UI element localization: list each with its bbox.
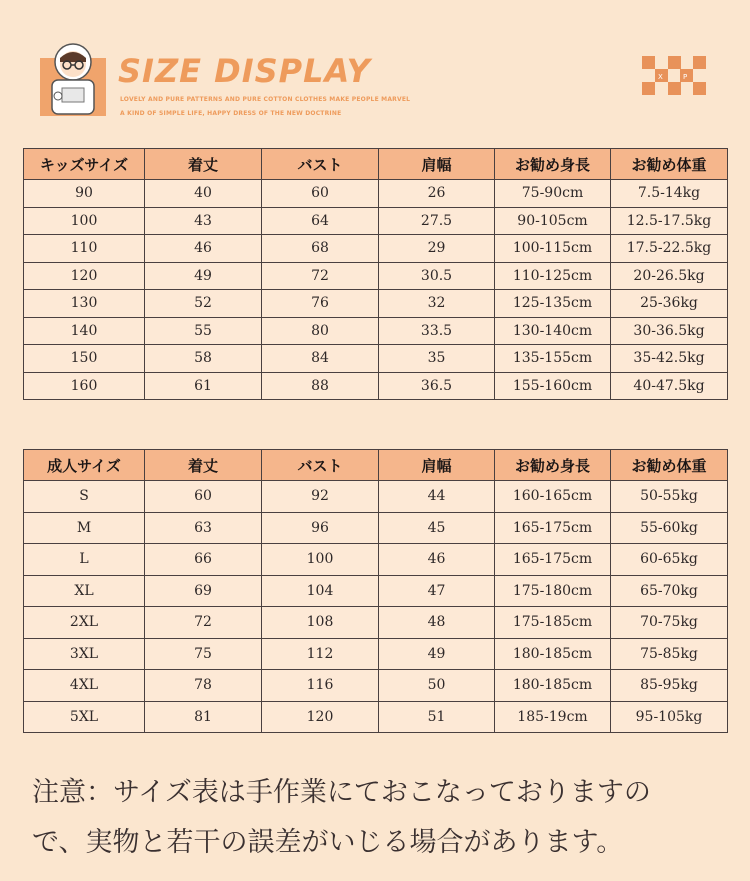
column-header: お勧め体重 — [611, 450, 728, 481]
table-cell: 60 — [262, 180, 379, 208]
table-cell: 52 — [145, 290, 262, 318]
table-cell: 95-105kg — [611, 701, 728, 733]
table-cell: 110-125cm — [495, 262, 611, 290]
table-cell: 155-160cm — [495, 372, 611, 400]
table-cell: S — [24, 481, 145, 513]
table-row — [24, 290, 728, 318]
adult-table-body — [24, 481, 728, 733]
table-cell: 55 — [145, 317, 262, 345]
table-cell: 160-165cm — [495, 481, 611, 513]
table-cell: XL — [24, 575, 145, 607]
table-cell: 45 — [379, 512, 495, 544]
column-header: お勧め体重 — [611, 149, 728, 180]
table-cell: 46 — [145, 235, 262, 263]
table-cell: 90 — [24, 180, 145, 208]
table-cell: 7.5-14kg — [611, 180, 728, 208]
table-cell: 30-36.5kg — [611, 317, 728, 345]
table-row — [24, 607, 728, 639]
table-cell: 120 — [24, 262, 145, 290]
table-cell: 35-42.5kg — [611, 345, 728, 373]
table-cell: 50 — [379, 670, 495, 702]
table-cell: 30.5 — [379, 262, 495, 290]
table-cell: 20-26.5kg — [611, 262, 728, 290]
table-cell: 75-85kg — [611, 638, 728, 670]
table-cell: 100 — [262, 544, 379, 576]
table-cell: 51 — [379, 701, 495, 733]
table-cell: 60-65kg — [611, 544, 728, 576]
table-cell: 125-135cm — [495, 290, 611, 318]
table-cell: 150 — [24, 345, 145, 373]
table-cell: L — [24, 544, 145, 576]
table-cell: 66 — [145, 544, 262, 576]
table-cell: M — [24, 512, 145, 544]
kids-table-body — [24, 180, 728, 400]
kids-header-row — [24, 149, 728, 180]
table-cell: 108 — [262, 607, 379, 639]
checker-logo-icon — [642, 56, 706, 96]
table-cell: 92 — [262, 481, 379, 513]
table-cell: 2XL — [24, 607, 145, 639]
column-header: 着丈 — [145, 149, 262, 180]
table-cell: 17.5-22.5kg — [611, 235, 728, 263]
table-row — [24, 262, 728, 290]
table-cell: 78 — [145, 670, 262, 702]
table-row — [24, 207, 728, 235]
column-header: 肩幅 — [379, 450, 495, 481]
table-cell: 81 — [145, 701, 262, 733]
table-cell: 60 — [145, 481, 262, 513]
note-line-2: で、実物と若干の誤差がいじる場合があります。 — [32, 827, 624, 858]
table-row — [24, 670, 728, 702]
table-row — [24, 544, 728, 576]
table-cell: 112 — [262, 638, 379, 670]
table-cell: 135-155cm — [495, 345, 611, 373]
header — [0, 0, 750, 140]
table-cell: 29 — [379, 235, 495, 263]
table-cell: 80 — [262, 317, 379, 345]
table-cell: 88 — [262, 372, 379, 400]
table-cell: 40 — [145, 180, 262, 208]
tagline-1: LOVELY AND PURE PATTERNS AND PURE COTTON CLOTHES MAKE PEOPLE MARVEL — [120, 96, 411, 103]
table-cell: 165-175cm — [495, 512, 611, 544]
table-cell: 100-115cm — [495, 235, 611, 263]
table-cell: 49 — [145, 262, 262, 290]
table-cell: 47 — [379, 575, 495, 607]
table-cell: 4XL — [24, 670, 145, 702]
table-cell: 185-19cm — [495, 701, 611, 733]
column-header: 成人サイズ — [24, 450, 145, 481]
table-row — [24, 481, 728, 513]
table-cell: 72 — [262, 262, 379, 290]
table-row — [24, 575, 728, 607]
table-cell: 40-47.5kg — [611, 372, 728, 400]
column-header: バスト — [262, 450, 379, 481]
svg-text:X: X — [658, 73, 663, 81]
astronaut-mascot-icon — [40, 40, 108, 118]
table-cell: 46 — [379, 544, 495, 576]
table-cell: 110 — [24, 235, 145, 263]
table-cell: 130 — [24, 290, 145, 318]
kids-size-table — [23, 148, 728, 400]
table-row — [24, 701, 728, 733]
svg-text:P: P — [683, 73, 688, 81]
table-row — [24, 235, 728, 263]
table-cell: 180-185cm — [495, 670, 611, 702]
table-cell: 64 — [262, 207, 379, 235]
tagline-2: A KIND OF SIMPLE LIFE, HAPPY DRESS OF THE NEW DOCTRINE — [120, 110, 342, 117]
table-cell: 84 — [262, 345, 379, 373]
table-cell: 61 — [145, 372, 262, 400]
table-row — [24, 638, 728, 670]
table-cell: 120 — [262, 701, 379, 733]
column-header: 着丈 — [145, 450, 262, 481]
table-cell: 104 — [262, 575, 379, 607]
table-cell: 130-140cm — [495, 317, 611, 345]
table-cell: 175-185cm — [495, 607, 611, 639]
table-cell: 58 — [145, 345, 262, 373]
table-cell: 96 — [262, 512, 379, 544]
column-header: 肩幅 — [379, 149, 495, 180]
table-cell: 90-105cm — [495, 207, 611, 235]
note-line-1: 注意：サイズ表は手作業にておこなっておりますの — [32, 777, 651, 808]
table-cell: 70-75kg — [611, 607, 728, 639]
table-cell: 44 — [379, 481, 495, 513]
table-row — [24, 372, 728, 400]
table-cell: 35 — [379, 345, 495, 373]
table-cell: 12.5-17.5kg — [611, 207, 728, 235]
table-cell: 49 — [379, 638, 495, 670]
table-cell: 26 — [379, 180, 495, 208]
table-cell: 43 — [145, 207, 262, 235]
table-cell: 33.5 — [379, 317, 495, 345]
table-cell: 165-175cm — [495, 544, 611, 576]
table-cell: 160 — [24, 372, 145, 400]
table-cell: 32 — [379, 290, 495, 318]
table-row — [24, 317, 728, 345]
table-cell: 63 — [145, 512, 262, 544]
page-title: SIZE DISPLAY — [118, 52, 371, 90]
table-cell: 5XL — [24, 701, 145, 733]
table-cell: 75 — [145, 638, 262, 670]
table-cell: 50-55kg — [611, 481, 728, 513]
column-header: お勧め身長 — [495, 450, 611, 481]
column-header: キッズサイズ — [24, 149, 145, 180]
table-row — [24, 512, 728, 544]
table-cell: 69 — [145, 575, 262, 607]
table-cell: 72 — [145, 607, 262, 639]
table-cell: 48 — [379, 607, 495, 639]
adult-size-table — [23, 449, 728, 733]
table-row — [24, 345, 728, 373]
table-cell: 3XL — [24, 638, 145, 670]
table-cell: 75-90cm — [495, 180, 611, 208]
adult-header-row — [24, 450, 728, 481]
disclaimer-note — [32, 768, 732, 868]
table-cell: 140 — [24, 317, 145, 345]
table-cell: 85-95kg — [611, 670, 728, 702]
table-cell: 36.5 — [379, 372, 495, 400]
table-cell: 65-70kg — [611, 575, 728, 607]
table-cell: 27.5 — [379, 207, 495, 235]
column-header: お勧め身長 — [495, 149, 611, 180]
table-cell: 180-185cm — [495, 638, 611, 670]
table-cell: 55-60kg — [611, 512, 728, 544]
table-cell: 76 — [262, 290, 379, 318]
table-row — [24, 180, 728, 208]
table-cell: 25-36kg — [611, 290, 728, 318]
table-cell: 116 — [262, 670, 379, 702]
column-header: バスト — [262, 149, 379, 180]
table-cell: 68 — [262, 235, 379, 263]
table-cell: 175-180cm — [495, 575, 611, 607]
table-cell: 100 — [24, 207, 145, 235]
